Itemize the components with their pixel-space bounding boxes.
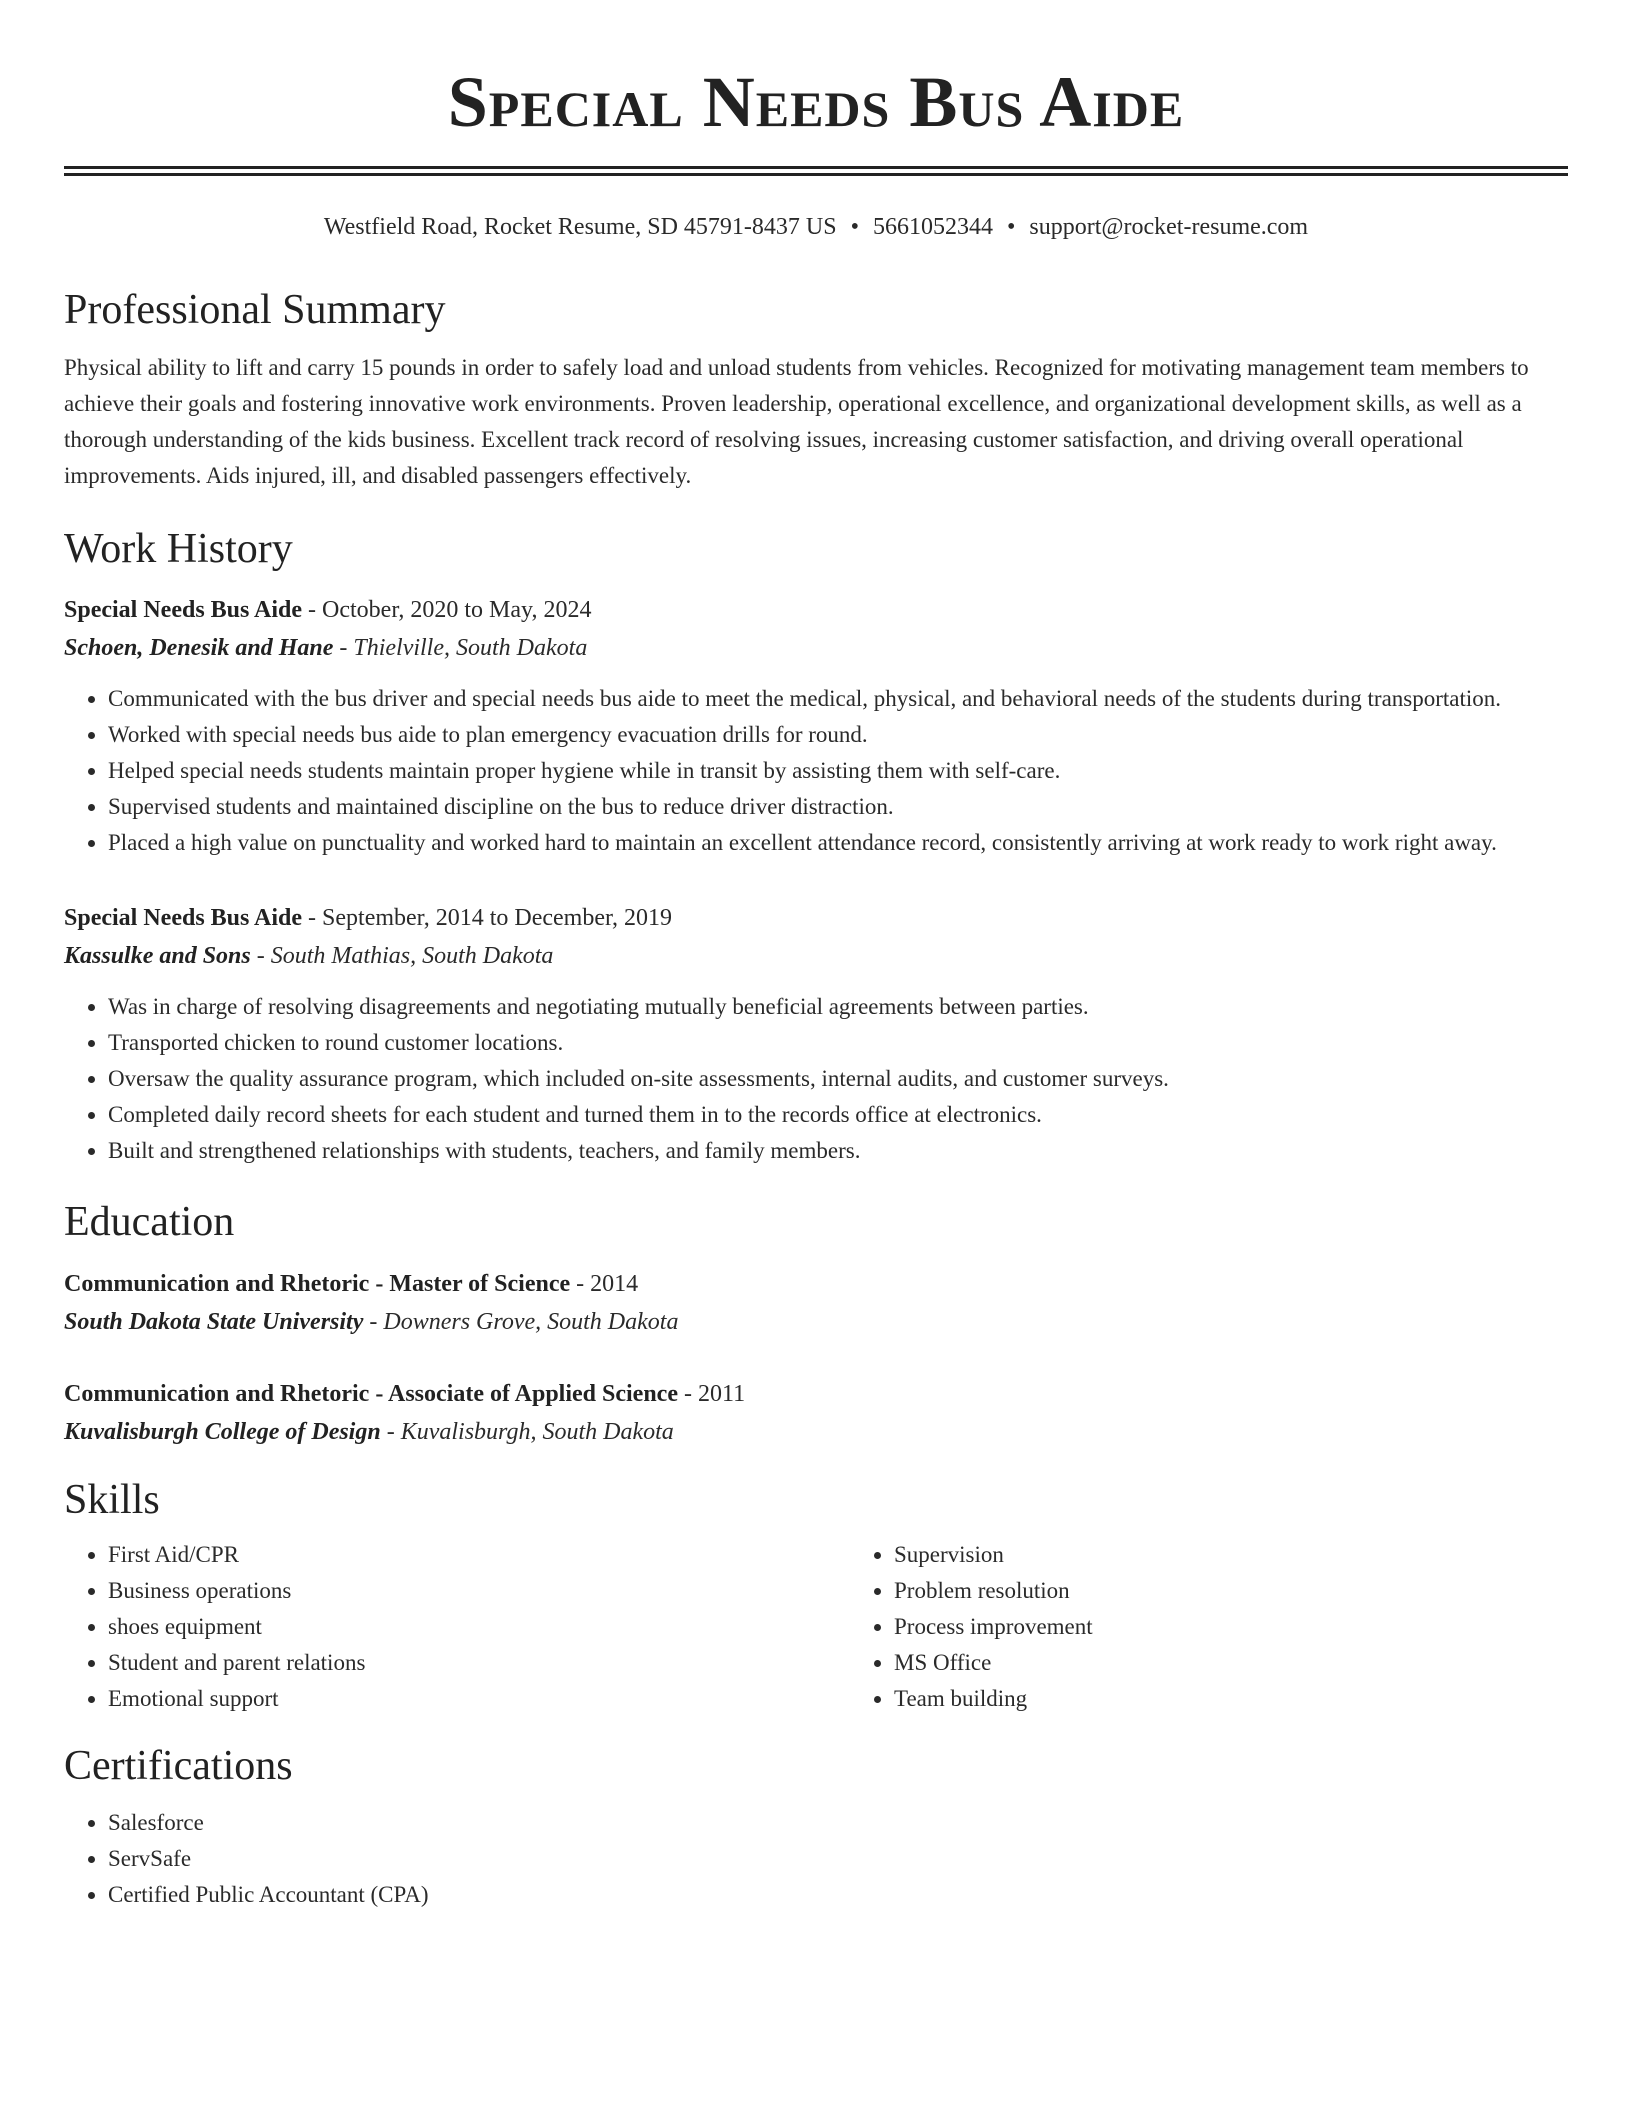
job-bullet: • Supervised students and maintained discipline on the bus to reduce driver distraction.	[108, 789, 1568, 825]
job-location: - South Mathias, South Dakota	[256, 943, 554, 969]
degree-name: Communication and Rhetoric - Master of Science	[64, 1271, 571, 1297]
summary-section-title: Professional Summary	[64, 287, 446, 333]
school-line	[64, 1303, 1568, 1341]
job-bullet: • Communicated with the bus driver and special needs bus aide to meet the medical, physical, and behavioral needs of the students during transportation.	[108, 681, 1568, 717]
job-company-line	[64, 629, 1568, 667]
certification-item: • Salesforce	[108, 1805, 1568, 1841]
certification-item: • ServSafe	[108, 1841, 1568, 1877]
job-bullet-list	[64, 681, 1568, 861]
certifications-section-title: Certifications	[64, 1743, 293, 1789]
job-company-line	[64, 937, 1568, 975]
job-bullet: • Placed a high value on punctuality and worked hard to maintain an excellent attendance record, consistently arriving at work ready to work right away.	[108, 825, 1568, 861]
degree-name: Communication and Rhetoric - Associate of Applied Science	[64, 1381, 678, 1407]
skill-item: • Process improvement	[894, 1609, 1632, 1645]
school-name: Kuvalisburgh College of Design	[64, 1419, 381, 1445]
header-double-rule	[64, 166, 1568, 176]
skill-item: • Business operations	[108, 1573, 850, 1609]
job-bullet: • Transported chicken to round customer locations.	[108, 1025, 1568, 1061]
job-bullet: • Worked with special needs bus aide to plan emergency evacuation drills for round.	[108, 717, 1568, 753]
job-bullet: • Helped special needs students maintain proper hygiene while in transit by assisting them with self-care.	[108, 753, 1568, 789]
school-location: - Kuvalisburgh, South Dakota	[386, 1419, 674, 1445]
contact-separator: •	[850, 214, 859, 240]
education-section-title: Education	[64, 1199, 235, 1245]
skill-item: • Team building	[894, 1681, 1632, 1717]
skill-item: • Supervision	[894, 1537, 1632, 1573]
skills-list-right	[850, 1537, 1632, 1717]
work-history-section-title: Work History	[64, 526, 293, 572]
job-company: Schoen, Denesik and Hane	[64, 635, 334, 661]
skill-item: • Problem resolution	[894, 1573, 1632, 1609]
certifications-list	[64, 1805, 1568, 1913]
skill-item: • Emotional support	[108, 1681, 850, 1717]
contact-separator: •	[1007, 214, 1016, 240]
contact-address: Westfield Road, Rocket Resume, SD 45791-8437 US	[323, 214, 837, 240]
education-entry	[64, 1375, 1568, 1451]
skills-list-left	[64, 1537, 850, 1717]
summary-text: Physical ability to lift and carry 15 pounds in order to safely load and unload students from vehicles. Recognized for motivating management team members to achieve their goals and fostering innovative work environments. Proven leadership, operational excellence, and organizational development skills, as well as a thorough understanding of the kids business. Excellent track record of resolving issues, increasing customer satisfaction, and driving overall operational improvements. Aids injured, ill, and disabled passengers effectively.	[64, 355, 1529, 488]
contact-phone: 5661052344	[873, 214, 993, 240]
job-title-line	[64, 899, 1568, 937]
job-location: - Thielville, South Dakota	[339, 635, 588, 661]
school-location: - Downers Grove, South Dakota	[369, 1309, 679, 1335]
job-bullet-list	[64, 989, 1568, 1169]
skill-item: • MS Office	[894, 1645, 1632, 1681]
degree-year: - 2014	[576, 1271, 639, 1297]
certification-item: • Certified Public Accountant (CPA)	[108, 1877, 1568, 1913]
work-entry	[64, 899, 1568, 1169]
job-bullet: • Built and strengthened relationships with students, teachers, and family members.	[108, 1133, 1568, 1169]
school-name: South Dakota State University	[64, 1309, 364, 1335]
work-entry	[64, 591, 1568, 861]
job-company: Kassulke and Sons	[64, 943, 251, 969]
degree-year: - 2011	[683, 1381, 746, 1407]
job-bullet: • Oversaw the quality assurance program, which included on-site assessments, internal audits, and customer surveys.	[108, 1061, 1568, 1097]
degree-line	[64, 1265, 1568, 1303]
job-role: Special Needs Bus Aide	[64, 597, 303, 623]
job-bullet: • Completed daily record sheets for each student and turned them in to the records office at electronics.	[108, 1097, 1568, 1133]
school-line	[64, 1413, 1568, 1451]
job-dates: - October, 2020 to May, 2024	[308, 597, 592, 623]
job-title-line	[64, 591, 1568, 629]
skills-grid	[64, 1537, 1568, 1717]
resume-name: Special Needs Bus Aide	[447, 62, 1185, 142]
skill-item: • First Aid/CPR	[108, 1537, 850, 1573]
education-entry	[64, 1265, 1568, 1341]
skills-section-title: Skills	[64, 1477, 160, 1523]
job-role: Special Needs Bus Aide	[64, 905, 303, 931]
skill-item: • Student and parent relations	[108, 1645, 850, 1681]
degree-line	[64, 1375, 1568, 1413]
job-dates: - September, 2014 to December, 2019	[308, 905, 673, 931]
job-bullet: • Was in charge of resolving disagreements and negotiating mutually beneficial agreements between parties.	[108, 989, 1568, 1025]
contact-line	[64, 212, 1568, 242]
skill-item: • shoes equipment	[108, 1609, 850, 1645]
contact-email: support@rocket-resume.com	[1029, 214, 1309, 240]
